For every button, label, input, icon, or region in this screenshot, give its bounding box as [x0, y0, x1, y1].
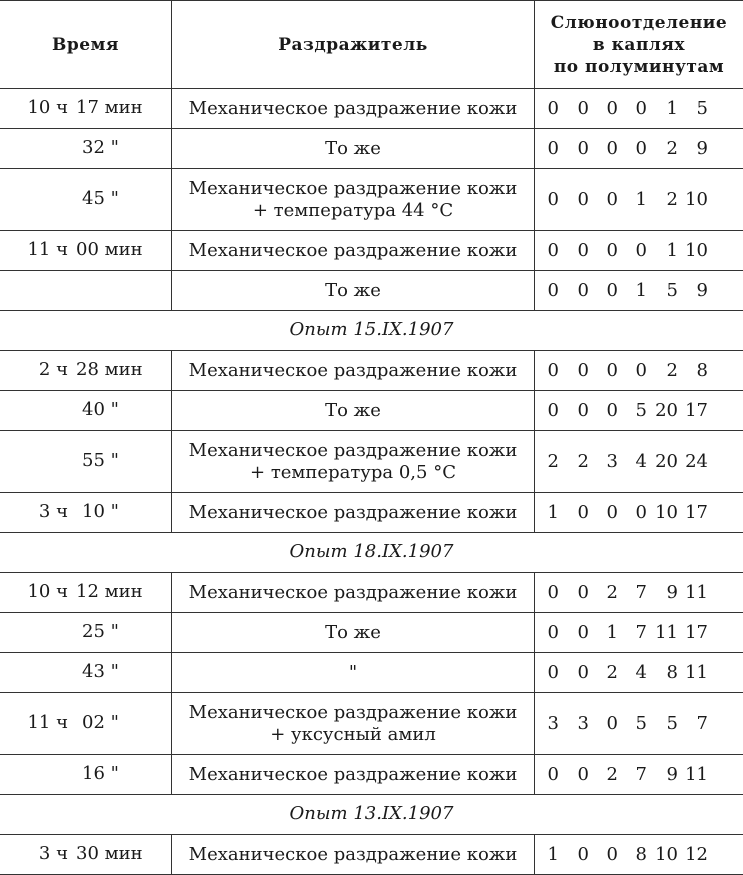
drop-count: 1	[617, 189, 647, 211]
stimulus-cell	[172, 493, 535, 533]
time-cell	[0, 755, 172, 795]
experiment-caption: Опыт 13.IX.1907	[0, 803, 743, 825]
drop-count: 0	[559, 360, 589, 382]
drop-count: 9	[678, 280, 708, 302]
time-minutes: 30 мин	[76, 843, 143, 865]
drop-count: 1	[648, 240, 678, 262]
drop-count: 3	[559, 713, 589, 735]
values-cell	[535, 271, 743, 311]
drop-count: 9	[648, 582, 678, 604]
drop-count: 0	[588, 400, 618, 422]
drop-count: 0	[529, 280, 559, 302]
drop-count: 11	[678, 764, 708, 786]
time-minutes: 28 мин	[76, 359, 143, 381]
drop-count: 1	[648, 98, 678, 120]
table-row	[0, 573, 743, 613]
table-row	[0, 431, 743, 493]
values-cell	[535, 89, 743, 129]
drop-count: 1	[588, 622, 618, 644]
header-salivation-line: по полуминутам	[535, 56, 743, 78]
salivation-table	[0, 572, 743, 795]
time-cell	[0, 693, 172, 755]
drop-count: 2	[559, 451, 589, 473]
drop-count: 0	[617, 138, 647, 160]
experiment-caption: Опыт 18.IX.1907	[0, 541, 743, 563]
drop-count: 0	[588, 844, 618, 866]
time-minutes: 12 мин	[76, 581, 143, 603]
drop-count: 0	[559, 240, 589, 262]
header-time: Время	[0, 1, 172, 89]
stimulus-cell	[172, 835, 535, 875]
drop-count: 24	[678, 451, 708, 473]
stimulus-cell	[172, 653, 535, 693]
stimulus-text: + уксусный амил	[172, 724, 534, 746]
time-hours: 10 ч	[27, 581, 68, 603]
time-minutes: 32 "	[82, 137, 119, 159]
stimulus-cell	[172, 755, 535, 795]
drop-count: 12	[678, 844, 708, 866]
drop-count: 3	[588, 451, 618, 473]
time-cell	[0, 431, 172, 493]
drop-count: 0	[529, 138, 559, 160]
time-cell	[0, 573, 172, 613]
drop-count: 0	[529, 582, 559, 604]
values-cell	[535, 129, 743, 169]
time-hours: 11 ч	[27, 712, 68, 734]
values-cell	[535, 835, 743, 875]
drop-count: 1	[617, 280, 647, 302]
drop-count: 0	[529, 662, 559, 684]
drop-count: 2	[588, 582, 618, 604]
stimulus-cell	[172, 693, 535, 755]
drop-count: 7	[678, 713, 708, 735]
drop-count: 4	[617, 451, 647, 473]
drop-count: 2	[648, 360, 678, 382]
drop-count: 1	[529, 844, 559, 866]
header-salivation	[535, 1, 743, 89]
stimulus-text: Механическое раздражение кожи	[172, 98, 534, 120]
time-cell	[0, 271, 172, 311]
drop-count: 5	[648, 280, 678, 302]
drop-count: 17	[678, 622, 708, 644]
drop-count: 7	[617, 764, 647, 786]
stimulus-text: Механическое раздражение кожи	[172, 702, 534, 724]
drop-count: 17	[678, 400, 708, 422]
drop-count: 2	[588, 662, 618, 684]
stimulus-cell	[172, 431, 535, 493]
drop-count: 7	[617, 582, 647, 604]
drop-count: 2	[648, 189, 678, 211]
time-minutes: 00 мин	[76, 239, 143, 261]
drop-count: 5	[648, 713, 678, 735]
drop-count: 0	[559, 764, 589, 786]
salivation-table	[0, 350, 743, 533]
stimulus-text: Механическое раздражение кожи	[172, 764, 534, 786]
drop-count: 1	[529, 502, 559, 524]
time-minutes: 25 "	[82, 621, 119, 643]
drop-count: 0	[617, 98, 647, 120]
drop-count: 10	[648, 844, 678, 866]
drop-count: 2	[529, 451, 559, 473]
table-row	[0, 493, 743, 533]
table-row	[0, 613, 743, 653]
time-hours: 10 ч	[27, 97, 68, 119]
time-cell	[0, 169, 172, 231]
time-cell	[0, 231, 172, 271]
time-cell	[0, 391, 172, 431]
drop-count: 0	[529, 240, 559, 262]
drop-count: 2	[648, 138, 678, 160]
time-minutes: 02 "	[82, 712, 119, 734]
stimulus-text: То же	[172, 138, 534, 160]
table-row	[0, 271, 743, 311]
stimulus-text: + температура 44 °C	[172, 200, 534, 222]
drop-count: 0	[617, 240, 647, 262]
experiment-caption: Опыт 15.IX.1907	[0, 319, 743, 341]
time-hours: 3 ч	[39, 501, 68, 523]
drop-count: 0	[588, 240, 618, 262]
drop-count: 11	[648, 622, 678, 644]
drop-count: 0	[559, 138, 589, 160]
drop-count: 0	[529, 622, 559, 644]
drop-count: 0	[588, 138, 618, 160]
time-minutes: 40 "	[82, 399, 119, 421]
time-minutes: 17 мин	[76, 97, 143, 119]
values-cell	[535, 573, 743, 613]
drop-count: 0	[529, 764, 559, 786]
time-hours: 3 ч	[39, 843, 68, 865]
salivation-table	[0, 0, 743, 311]
table-row	[0, 129, 743, 169]
drop-count: 17	[678, 502, 708, 524]
stimulus-text: Механическое раздражение кожи	[172, 360, 534, 382]
table-row	[0, 231, 743, 271]
time-minutes: 45 "	[82, 188, 119, 210]
drop-count: 10	[648, 502, 678, 524]
drop-count: 0	[559, 98, 589, 120]
stimulus-text: То же	[172, 400, 534, 422]
drop-count: 0	[588, 502, 618, 524]
drop-count: 0	[559, 662, 589, 684]
stimulus-text: Механическое раздражение кожи	[172, 844, 534, 866]
drop-count: 0	[559, 189, 589, 211]
stimulus-cell	[172, 391, 535, 431]
drop-count: 5	[617, 713, 647, 735]
drop-count: 0	[588, 713, 618, 735]
table-row	[0, 351, 743, 391]
header-salivation-line: в каплях	[535, 34, 743, 56]
drop-count: 0	[529, 189, 559, 211]
table-row	[0, 391, 743, 431]
drop-count: 0	[559, 844, 589, 866]
stimulus-cell	[172, 271, 535, 311]
stimulus-cell	[172, 231, 535, 271]
drop-count: 2	[588, 764, 618, 786]
time-cell	[0, 493, 172, 533]
drop-count: 0	[559, 622, 589, 644]
drop-count: 4	[617, 662, 647, 684]
time-cell	[0, 129, 172, 169]
stimulus-cell	[172, 129, 535, 169]
drop-count: 0	[588, 189, 618, 211]
values-cell	[535, 351, 743, 391]
drop-count: 0	[559, 280, 589, 302]
drop-count: 0	[559, 502, 589, 524]
time-cell	[0, 351, 172, 391]
stimulus-text: То же	[172, 622, 534, 644]
drop-count: 10	[678, 240, 708, 262]
drop-count: 10	[678, 189, 708, 211]
stimulus-text: Механическое раздражение кожи	[172, 178, 534, 200]
table-row	[0, 169, 743, 231]
time-cell	[0, 89, 172, 129]
drop-count: 0	[588, 280, 618, 302]
time-hours: 2 ч	[39, 359, 68, 381]
drop-count: 0	[617, 360, 647, 382]
values-cell	[535, 391, 743, 431]
table-row	[0, 755, 743, 795]
stimulus-text: Механическое раздражение кожи	[172, 582, 534, 604]
table-row	[0, 89, 743, 129]
stimulus-cell	[172, 573, 535, 613]
drop-count: 0	[588, 98, 618, 120]
stimulus-text: Механическое раздражение кожи	[172, 502, 534, 524]
drop-count: 5	[678, 98, 708, 120]
time-hours: 11 ч	[27, 239, 68, 261]
stimulus-cell	[172, 351, 535, 391]
values-cell	[535, 493, 743, 533]
drop-count: 9	[678, 138, 708, 160]
stimulus-cell	[172, 169, 535, 231]
drop-count: 8	[617, 844, 647, 866]
drop-count: 0	[529, 360, 559, 382]
drop-count: 11	[678, 662, 708, 684]
drop-count: 20	[648, 400, 678, 422]
stimulus-text: + температура 0,5 °C	[172, 462, 534, 484]
table-row	[0, 693, 743, 755]
drop-count: 9	[648, 764, 678, 786]
table-row	[0, 653, 743, 693]
stimulus-cell	[172, 613, 535, 653]
stimulus-text: То же	[172, 280, 534, 302]
time-cell	[0, 613, 172, 653]
values-cell	[535, 231, 743, 271]
salivation-table	[0, 834, 743, 875]
time-minutes: 10 "	[82, 501, 119, 523]
drop-count: 0	[617, 502, 647, 524]
drop-count: 8	[648, 662, 678, 684]
time-cell	[0, 835, 172, 875]
drop-count: 8	[678, 360, 708, 382]
drop-count: 7	[617, 622, 647, 644]
table-header-row	[0, 1, 743, 89]
values-cell	[535, 653, 743, 693]
table-row	[0, 835, 743, 875]
drop-count: 0	[559, 582, 589, 604]
stimulus-cell	[172, 89, 535, 129]
drop-count: 20	[648, 451, 678, 473]
values-cell	[535, 169, 743, 231]
values-cell	[535, 613, 743, 653]
drop-count: 3	[529, 713, 559, 735]
drop-count: 11	[678, 582, 708, 604]
drop-count: 0	[559, 400, 589, 422]
values-cell	[535, 755, 743, 795]
values-cell	[535, 431, 743, 493]
drop-count: 0	[588, 360, 618, 382]
header-stimulus: Раздражитель	[172, 1, 535, 89]
drop-count: 0	[529, 400, 559, 422]
time-minutes: 16 "	[82, 763, 119, 785]
values-cell	[535, 693, 743, 755]
stimulus-text: Механическое раздражение кожи	[172, 240, 534, 262]
time-cell	[0, 653, 172, 693]
time-minutes: 55 "	[82, 450, 119, 472]
stimulus-text: "	[172, 662, 534, 684]
time-minutes: 43 "	[82, 661, 119, 683]
stimulus-text: Механическое раздражение кожи	[172, 440, 534, 462]
drop-count: 0	[529, 98, 559, 120]
drop-count: 5	[617, 400, 647, 422]
header-salivation-line: Слюноотделение	[535, 12, 743, 34]
